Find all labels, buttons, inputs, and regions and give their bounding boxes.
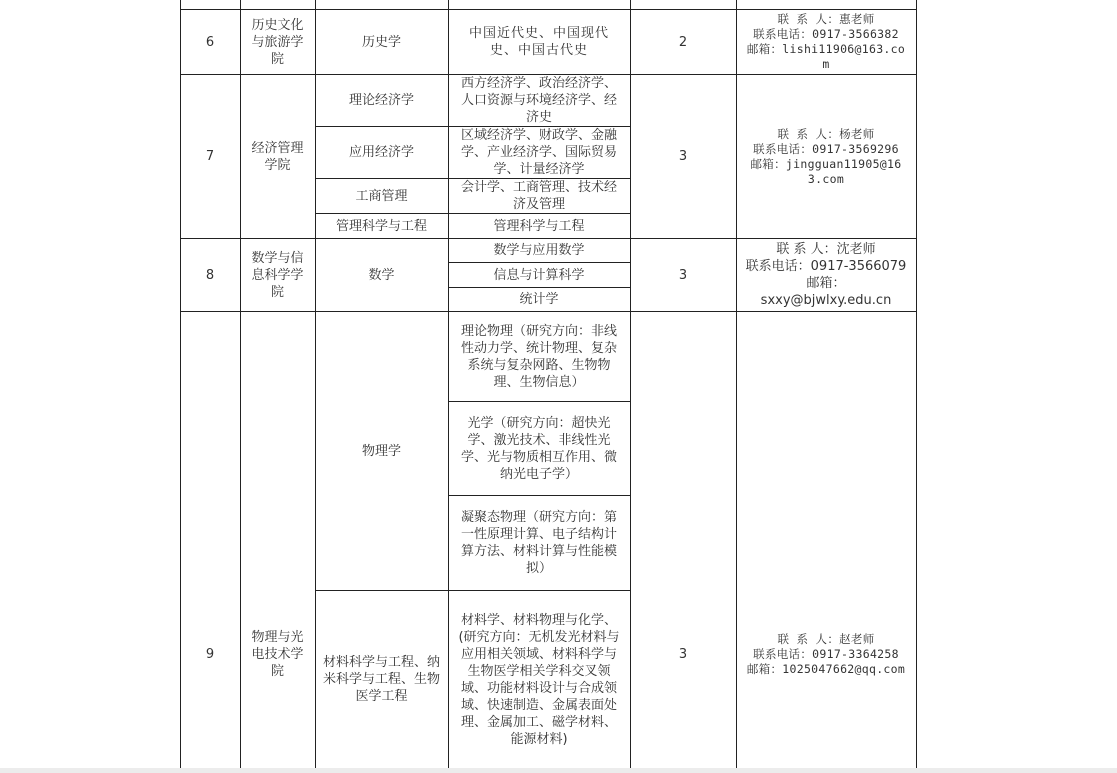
direction-text: 西方经济学、政治经济学、 人口资源与环境经济学、经 济史	[460, 76, 617, 125]
discipline-name: 物理学	[361, 443, 401, 459]
direction-text: 理论物理（研究方向：非线 性动力学、统计物理、复杂 系统与复杂网路、生物物 理、生物信息）	[460, 323, 617, 390]
row-number: 7	[205, 149, 215, 164]
direction-text: 光学（研究方向：超快光 学、激光技术、非线性光 学、光与物质相互作用、微 纳光电子学）	[460, 415, 617, 482]
direction-text: 中国近代史、中国现代 史、中国古代史	[468, 26, 609, 58]
college-name: 经济管理 学院	[251, 140, 304, 173]
direction-text: 区域经济学、财政学、金融 学、产业经济学、国际贸易 学、计量经济学	[460, 128, 617, 177]
contact-phone: 联系电话：0917-3566079	[745, 259, 907, 274]
discipline-name: 数学	[368, 267, 395, 283]
contact-info	[736, 75, 916, 238]
contact-person: 联 系 人：赵老师	[777, 631, 875, 646]
college-name: 历史文化 与旅游学 院	[251, 17, 304, 67]
direction-text: 信息与计算科学	[493, 267, 585, 283]
direction-text: 数学与应用数学	[493, 243, 585, 258]
contact-email: 邮箱：jingguan11905@16 3.com	[750, 156, 902, 186]
direction-text: 管理科学与工程	[493, 218, 585, 234]
partial-cell	[448, 0, 630, 8]
discipline-name: 理论经济学	[348, 93, 414, 108]
contact-phone: 联系电话：0917-3566382	[753, 27, 899, 41]
discipline-name: 工商管理	[355, 188, 408, 204]
contact-email: 邮箱：1025047662@qq.com	[746, 661, 906, 676]
row-number: 9	[205, 646, 215, 662]
discipline-name: 历史学	[361, 34, 401, 50]
contact-info	[736, 10, 916, 74]
quota: 2	[678, 34, 688, 50]
discipline-name: 管理科学与工程	[335, 218, 427, 234]
contact-phone: 联系电话：0917-3569296	[753, 141, 899, 156]
discipline-name: 应用经济学	[348, 145, 414, 160]
direction-text: 统计学	[519, 292, 559, 307]
row-number: 6	[205, 34, 215, 50]
direction-text: 会计学、工商管理、技术经 济及管理	[460, 180, 617, 212]
contact-person: 联 系 人：沈老师	[776, 242, 876, 257]
discipline-name: 材料科学与工程、纳 米科学与工程、生物 医学工程	[322, 655, 440, 704]
direction-text: 材料学、材料物理与化学、 (研究方向：无机发光材料与 应用相关领域、材料科学与 生物医学相关学科交叉领 域、功能材料设计与合成领 域、快速制造、金属表面处 理、金属加工、磁学材料、 能源材料)	[458, 612, 620, 747]
contact-phone: 联系电话：0917-3364258	[753, 646, 899, 661]
row-number: 8	[205, 267, 215, 283]
table-border	[916, 0, 917, 768]
college-name: 物理与光 电技术学 院	[251, 629, 304, 679]
quota: 3	[678, 149, 688, 164]
contact-email: 邮箱：sxxy@bjwlxy.edu.cn	[760, 276, 892, 308]
contact-info	[736, 312, 916, 768]
contact-email: 邮箱：lishi11906@163.co m	[746, 42, 906, 71]
college-name: 数学与信 息科学学 院	[251, 250, 304, 300]
contact-info	[736, 239, 916, 311]
bottom-edge-bar	[0, 768, 1117, 773]
quota: 3	[678, 267, 688, 283]
contact-person: 联 系 人：杨老师	[777, 126, 875, 141]
partial-cell	[315, 0, 448, 8]
contact-person: 联 系 人：惠老师	[777, 12, 875, 26]
direction-text: 凝聚态物理（研究方向：第 一性原理计算、电子结构计 算方法、材料计算与性能模 拟）	[460, 510, 617, 576]
quota: 3	[678, 646, 688, 662]
